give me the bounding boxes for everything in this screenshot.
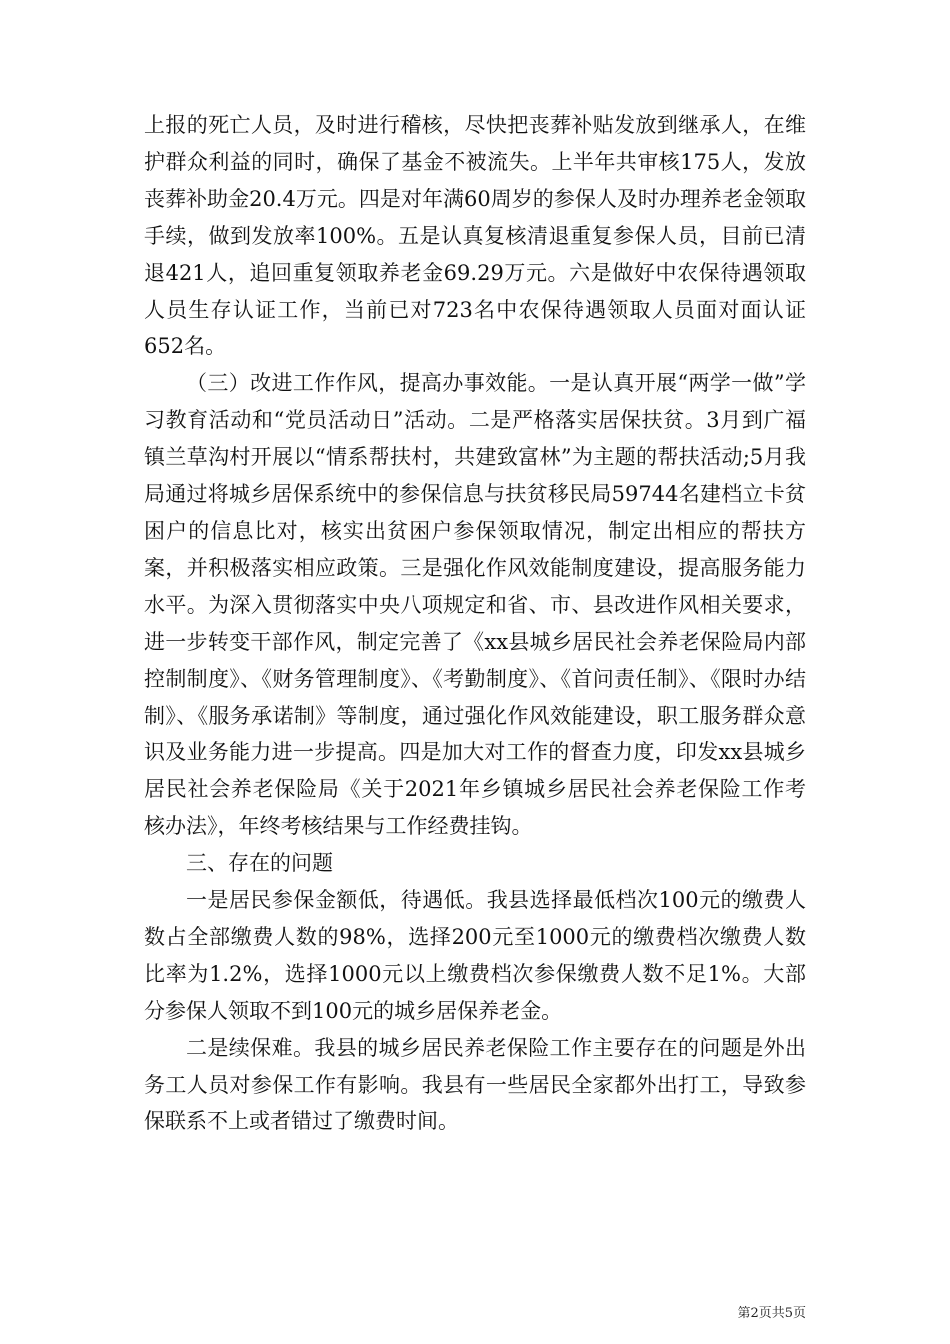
section-heading-problems: 三、存在的问题 (186, 851, 333, 876)
document-body (144, 107, 806, 1140)
paragraph-continuation: 上报的死亡人员，及时进行稽核，尽快把丧葬补贴发放到继承人，在维护群众利益的同时，确保了基金不被流失。上半年共审核175人，发放丧葬补助金20.4万元。四是对年满60周岁的参保人及时办理养老金领取手续，做到发放率100%。五是认真复核清退重复参保人员，目前已清退421人，追回重复领取养老金69.29万元。六是做好中农保待遇领取人员生存认证工作，当前已对723名中农保待遇领取人员面对面认证652名。 (144, 113, 806, 359)
paragraph-problem-two: 二是续保难。我县的城乡居民养老保险工作主要存在的问题是外出务工人员对参保工作有影响。我县有一些居民全家都外出打工，导致参保联系不上或者错过了缴费时间。 (144, 1035, 806, 1134)
page-number-footer: 第2页共5页 (737, 1306, 806, 1321)
paragraph-work-style: （三）改进工作作风，提高办事效能。一是认真开展“两学一做”学习教育活动和“党员活动日”活动。二是严格落实居保扶贫。3月到广福镇兰草沟村开展以“情系帮扶村，共建致富林”为主题的帮扶活动;5月我局通过将城乡居保系统中的参保信息与扶贫移民局59744名建档立卡贫困户的信息比对，核实出贫困户参保领取情况，制定出相应的帮扶方案，并积极落实相应政策。三是强化作风效能制度建设，提高服务能力水平。为深入贯彻落实中央八项规定和省、市、县改进作风相关要求，进一步转变干部作风，制定完善了《xx县城乡居民社会养老保险局内部控制制度》、《财务管理制度》、《考勤制度》、《首问责任制》、《限时办结制》、《服务承诺制》等制度，通过强化作风效能建设，职工服务群众意识及业务能力进一步提高。四是加大对工作的督查力度，印发xx县城乡居民社会养老保险局《关于2021年乡镇城乡居民社会养老保险工作考核办法》，年终考核结果与工作经费挂钩。 (144, 371, 806, 839)
paragraph-problem-one: 一是居民参保金额低，待遇低。我县选择最低档次100元的缴费人数占全部缴费人数的98%，选择200元至1000元的缴费档次缴费人数比率为1.2%，选择1000元以上缴费档次参保缴费人数不足1%。大部分参保人领取不到100元的城乡居保养老金。 (144, 888, 806, 1023)
